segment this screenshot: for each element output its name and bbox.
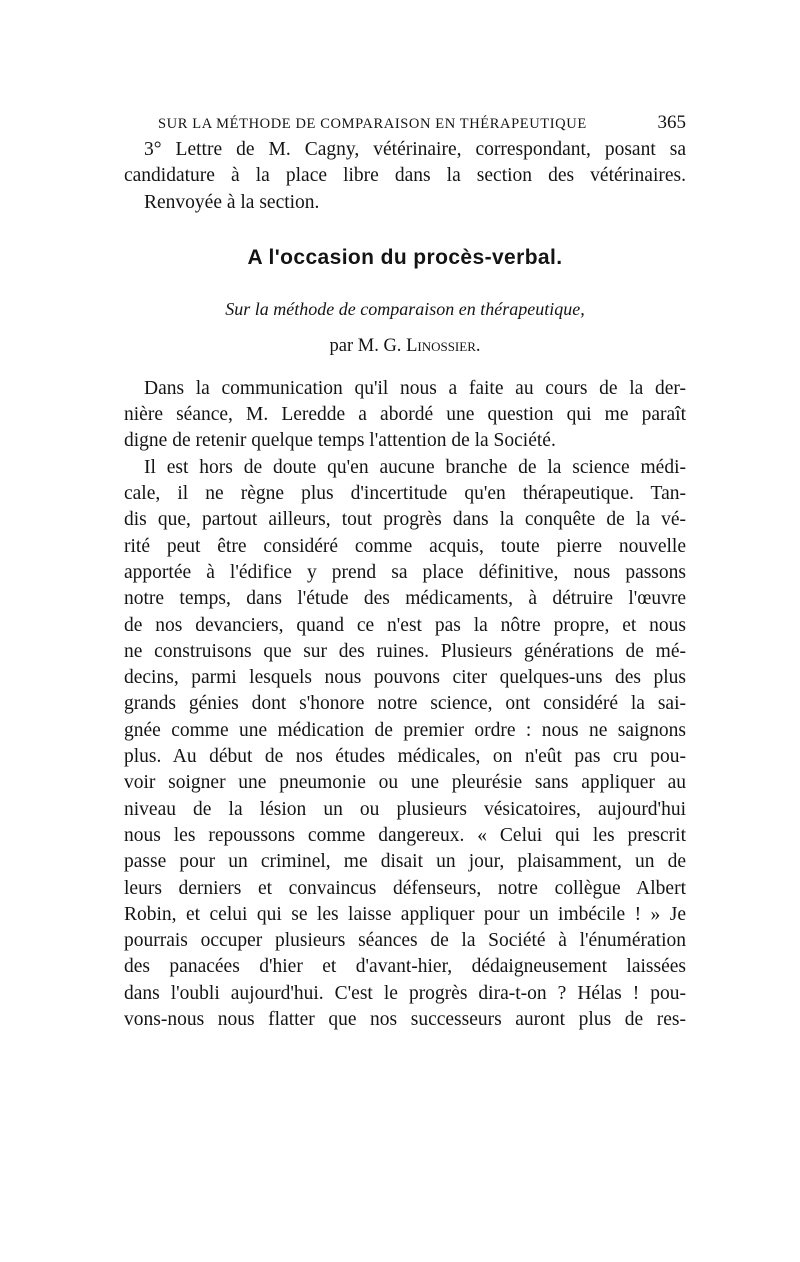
- running-title: SUR LA MÉTHODE DE COMPARAISON EN THÉRAPEUTIQUE: [158, 116, 587, 132]
- text-line: dis que, partout ailleurs, tout progrès dans la conquête de la vé-: [124, 509, 686, 531]
- text-line: pourrais occuper plusieurs séances de la Société à l'énumération: [124, 930, 686, 952]
- author-prefix: par M. G.: [329, 335, 407, 356]
- text-line: 3° Lettre de M. Cagny, vétérinaire, correspondant, posant sa: [144, 139, 686, 160]
- running-header: [158, 112, 686, 134]
- text-line: passe pour un criminel, me disait un jour, plaisamment, un de: [124, 851, 686, 873]
- text-line: candidature à la place libre dans la section des vétérinaires.: [124, 165, 686, 187]
- text-line: decins, parmi lesquels nous pouvons citer quelques-uns des plus: [124, 667, 686, 689]
- text-line: de nos devanciers, quand ce n'est pas la nôtre propre, et nous: [124, 614, 686, 636]
- text-line: des panacées d'hier et d'avant-hier, dédaigneusement laissées: [124, 956, 686, 978]
- text-line: leurs derniers et convaincus défenseurs, notre collègue Albert: [124, 877, 686, 899]
- text-line: Il est hors de doute qu'en aucune branche de la science médi-: [144, 456, 686, 478]
- text-line: Dans la communication qu'il nous a faite au cours de la der-: [144, 377, 686, 399]
- text-line: vons-nous nous flatter que nos successeurs auront plus de res-: [124, 1009, 686, 1031]
- text-line: dans l'oubli aujourd'hui. C'est le progrès dira-t-on ? Hélas ! pou-: [124, 982, 686, 1004]
- author-byline: [124, 336, 686, 362]
- text-line: grands génies dont s'honore notre science, ont considéré la sai-: [124, 693, 686, 715]
- text-line: nous les repoussons comme dangereux. « Celui qui les prescrit: [124, 824, 686, 846]
- text-line: digne de retenir quelque temps l'attention de la Société.: [124, 430, 556, 452]
- page: [124, 112, 686, 1033]
- text-line: apportée à l'édifice y prend sa place définitive, nous passons: [124, 561, 686, 583]
- section-heading: A l'occasion du procès-verbal.: [247, 245, 563, 269]
- text-line: nière séance, M. Leredde a abordé une question qui me paraît: [124, 404, 686, 426]
- text-line: notre temps, dans l'étude des médicaments, à détruire l'œuvre: [124, 588, 686, 610]
- text-line: gnée comme une médication de premier ordre : nous ne saignons: [124, 719, 686, 741]
- text-line: niveau de la lésion un ou plusieurs vésicatoires, aujourd'hui: [124, 798, 686, 820]
- page-number: 365: [657, 112, 686, 133]
- text-line: rité peut être considéré comme acquis, toute pierre nouvelle: [124, 535, 686, 557]
- text-line: voir soigner une pneumonie ou une pleurésie sans appliquer au: [124, 772, 686, 794]
- text-line: cale, il ne règne plus d'incertitude qu'en thérapeutique. Tan-: [124, 483, 686, 505]
- text-line: Robin, et celui qui se les laisse appliquer pour un imbécile ! » Je: [124, 903, 686, 925]
- author-name: Linossier.: [406, 335, 481, 356]
- text-line: ne construisons que sur des ruines. Plusieurs générations de mé-: [124, 640, 686, 662]
- text-line: Renvoyée à la section.: [144, 191, 320, 213]
- article-title: Sur la méthode de comparaison en thérapeutique,: [225, 298, 585, 319]
- paragraph: [124, 455, 686, 1034]
- letter-entry: [124, 137, 686, 216]
- paragraph: [124, 376, 686, 455]
- text-line: plus. Au début de nos études médicales, on n'eût pas cru pou-: [124, 746, 686, 768]
